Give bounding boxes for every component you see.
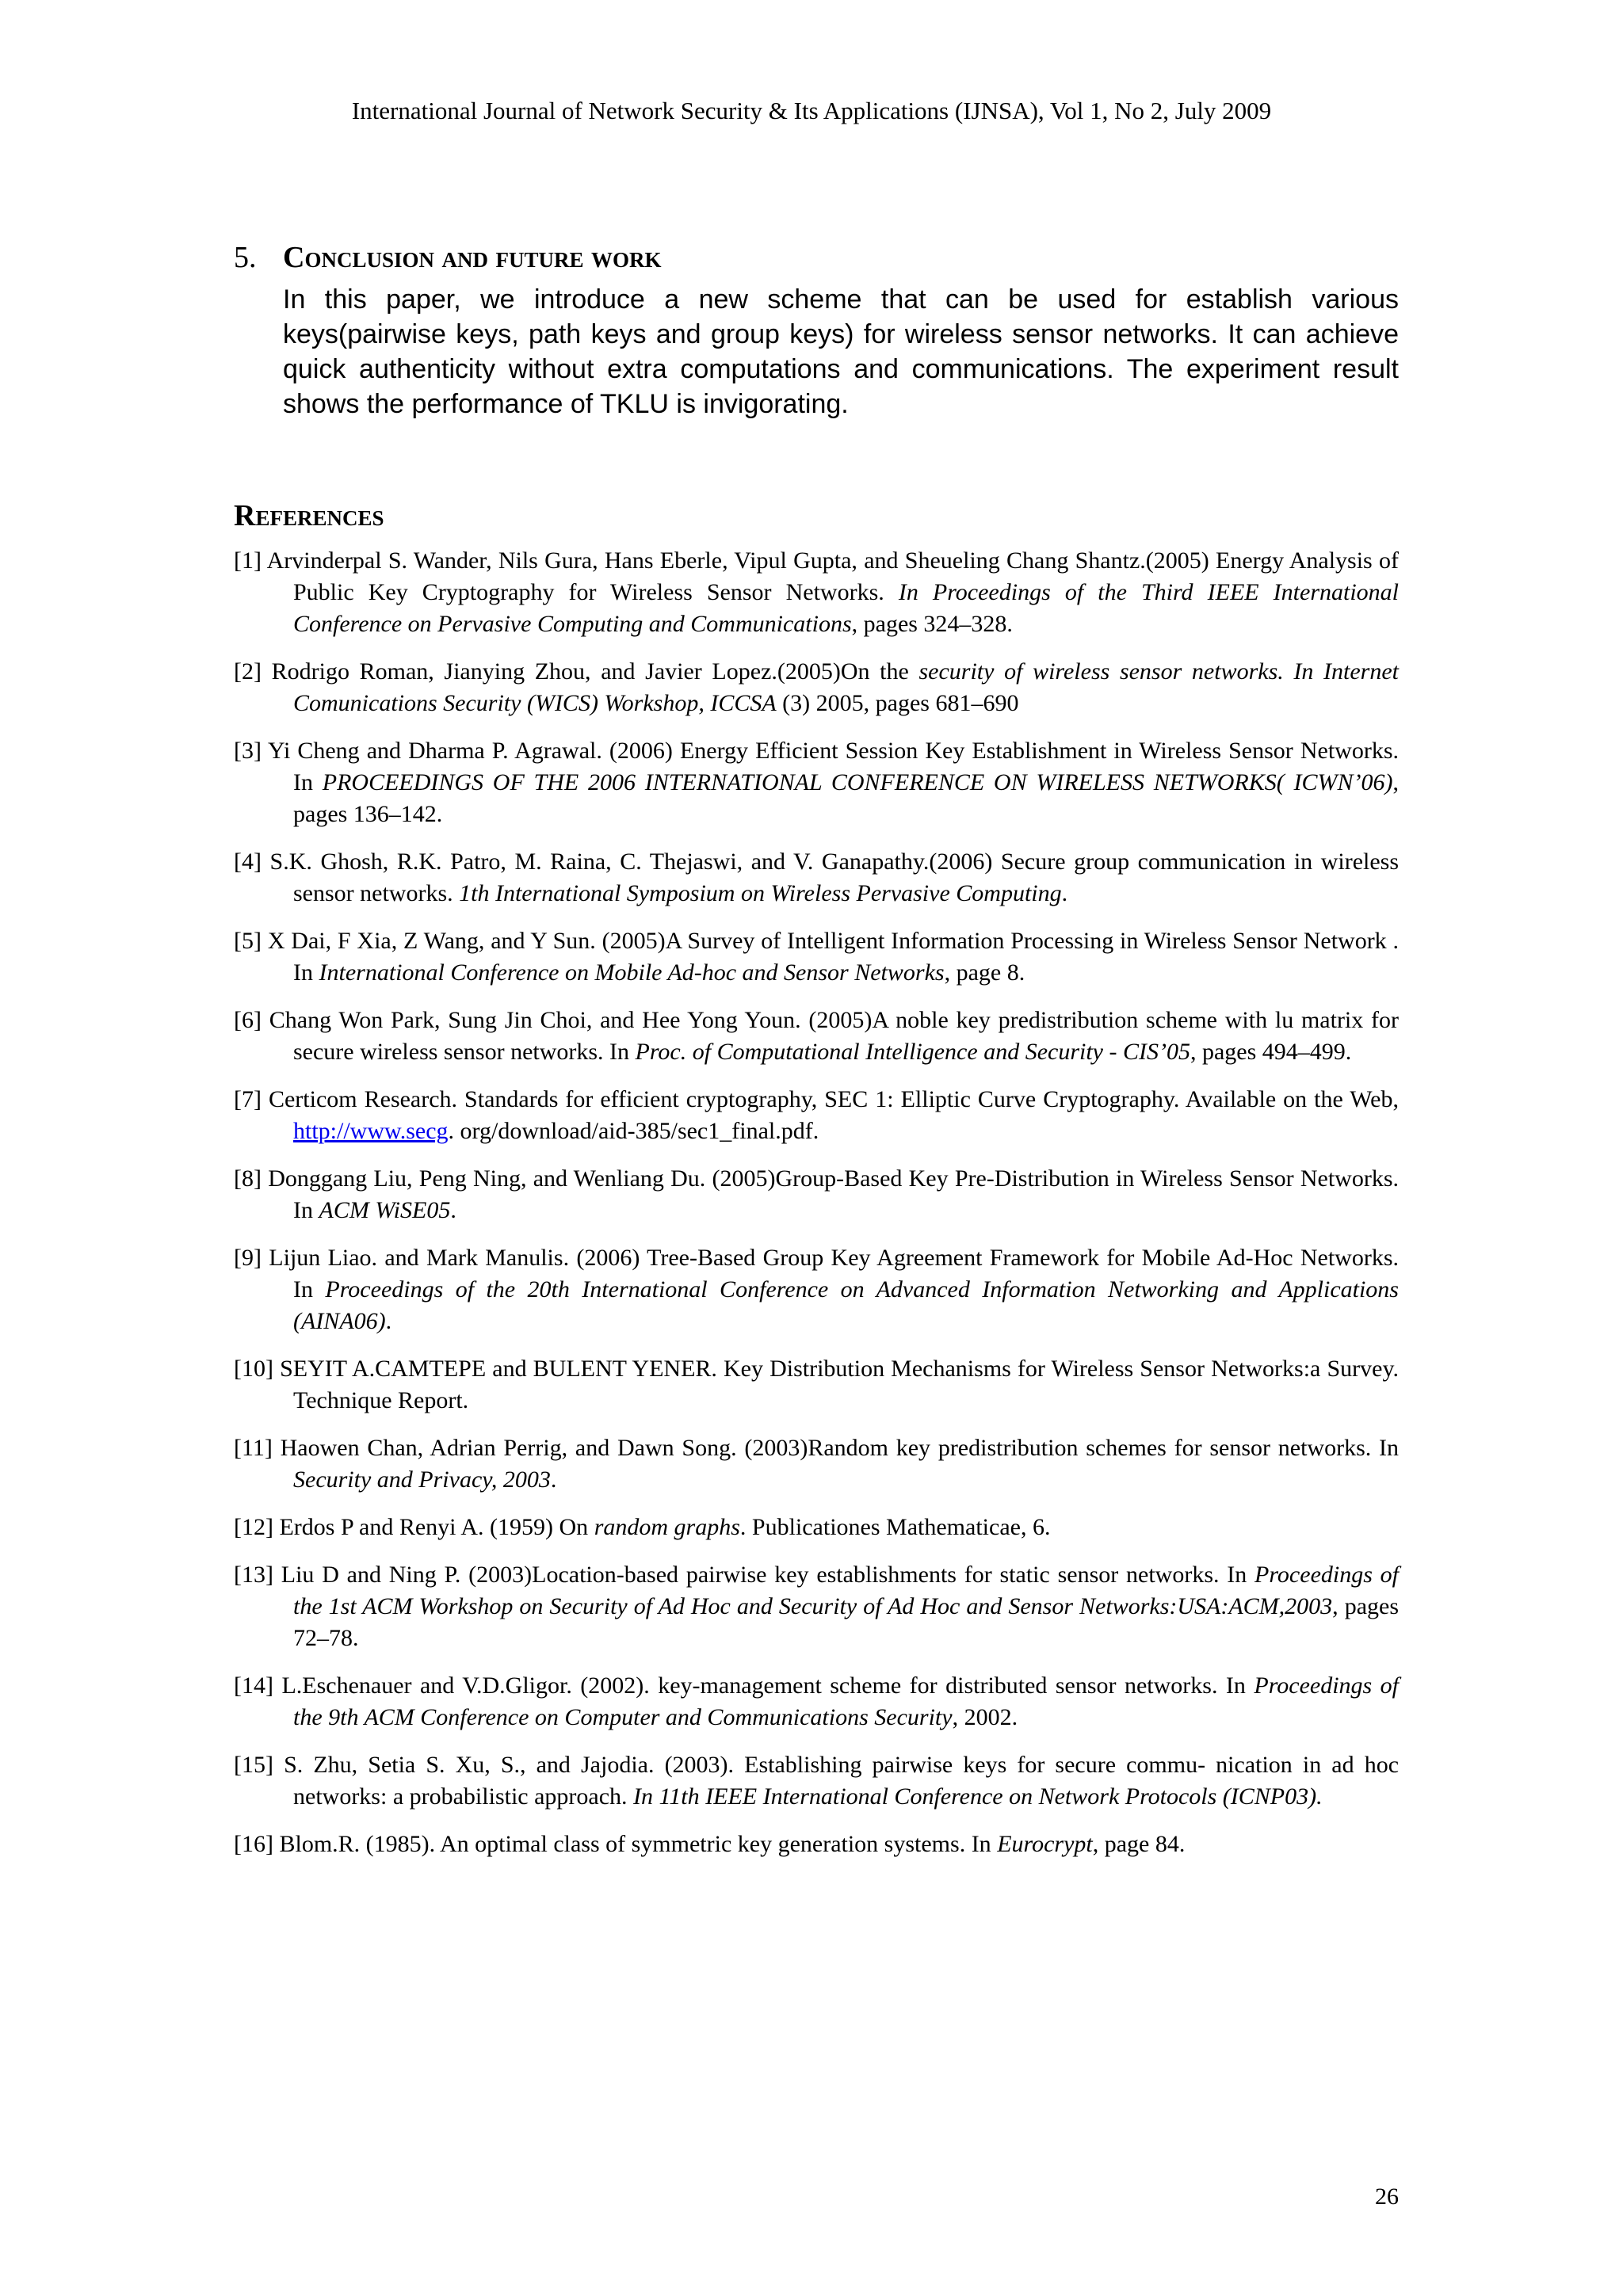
reference-label: [3] <box>234 738 262 764</box>
reference-label: [7] <box>234 1086 262 1112</box>
reference-venue: In Proceedings of the Third IEEE International Conference on Pervasive Computing and Communications <box>293 579 1399 637</box>
reference-text: Erdos P and Renyi A. (1959) On <box>279 1514 594 1540</box>
reference-venue: International Conference on Mobile Ad-hoc and Sensor Networks <box>319 959 945 986</box>
reference-item <box>234 1829 1399 1860</box>
reference-text: S.K. Ghosh, R.K. Patro, M. Raina, C. Thejaswi, and V. Ganapathy.(2006) Secure group communication in wireless sensor networks. <box>269 849 1400 906</box>
reference-text: , page 8. <box>944 959 1025 986</box>
reference-label: [10] <box>234 1356 273 1382</box>
reference-text: , pages 324–328. <box>851 611 1013 637</box>
reference-text: , pages 494–499. <box>1190 1039 1352 1065</box>
reference-text: . Publicationes Mathematicae, 6. <box>739 1514 1051 1540</box>
section-heading <box>234 238 1399 277</box>
reference-text: , page 84. <box>1092 1831 1186 1857</box>
section-body: In this paper, we introduce a new scheme that can be used for establish various keys(pairwise keys, path keys and group keys) for wireless sensor networks. It can achieve quick authenticity without extra computations and communications. The experiment result shows the performance of TKLU is invigorating. <box>283 284 1399 419</box>
reference-text: . <box>385 1308 392 1334</box>
section-title: Conclusion and future work <box>283 241 662 274</box>
reference-item <box>234 1559 1399 1654</box>
reference-item <box>234 1084 1399 1147</box>
reference-text: Chang Won Park, Sung Jin Choi, and Hee Yong Youn. (2005)A noble key predistribution scheme with lu matrix for secure wireless sensor networks. In <box>269 1007 1400 1065</box>
reference-text: , 2002. <box>952 1704 1018 1730</box>
reference-label: [14] <box>234 1672 273 1699</box>
reference-venue: random graphs <box>594 1514 740 1540</box>
reference-text: Donggang Liu, Peng Ning, and Wenliang Du. (2005)Group-Based Key Pre-Distribution in Wireless Sensor Networks. In <box>268 1165 1400 1223</box>
reference-label: [4] <box>234 849 262 875</box>
reference-text: . org/download/aid-385/sec1_final.pdf. <box>448 1118 819 1144</box>
reference-label: [16] <box>234 1831 273 1857</box>
reference-item <box>234 1512 1399 1543</box>
reference-list <box>234 545 1399 1860</box>
reference-label: [11] <box>234 1435 273 1461</box>
reference-item <box>234 846 1399 910</box>
reference-item <box>234 1163 1399 1226</box>
reference-item <box>234 1670 1399 1733</box>
reference-label: [13] <box>234 1562 273 1588</box>
reference-text: L.Eschenauer and V.D.Gligor. (2002). key-management scheme for distributed sensor networks. In <box>281 1672 1254 1699</box>
reference-label: [9] <box>234 1245 262 1271</box>
reference-text: S. Zhu, Setia S. Xu, S., and Jajodia. (2003). Establishing pairwise keys for secure commu- nication in ad hoc networks: a probabilistic approach. <box>284 1752 1400 1810</box>
reference-venue: Security and Privacy, 2003 <box>293 1466 551 1493</box>
reference-venue: security of wireless sensor networks. In Internet Comunications Security (WICS) Workshop, ICCSA <box>293 658 1399 716</box>
reference-venue: 1th International Symposium on Wireless Pervasive Computing <box>459 880 1062 906</box>
reference-venue: Proceedings of the 1st ACM Workshop on Security of Ad Hoc and Security of Ad Hoc and Sensor Networks:USA:ACM,2003 <box>293 1562 1399 1619</box>
reference-label: [12] <box>234 1514 273 1540</box>
reference-text: X Dai, F Xia, Z Wang, and Y Sun. (2005)A Survey of Intelligent Information Processing in Wireless Sensor Network . In <box>267 928 1400 986</box>
reference-text: Rodrigo Roman, Jianying Zhou, and Javier Lopez.(2005)On the <box>271 658 919 685</box>
reference-label: [2] <box>234 658 262 685</box>
reference-label: [1] <box>234 547 262 574</box>
conclusion-section <box>234 238 1399 421</box>
reference-label: [5] <box>234 928 262 954</box>
reference-text: Haowen Chan, Adrian Perrig, and Dawn Song. (2003)Random key predistribution schemes for sensor networks. In <box>280 1435 1399 1461</box>
reference-text: . <box>1061 880 1068 906</box>
reference-text: . <box>450 1197 456 1223</box>
reference-venue: In 11th IEEE International Conference on Network Protocols (ICNP03). <box>633 1783 1323 1810</box>
reference-item <box>234 1353 1399 1417</box>
reference-item <box>234 656 1399 719</box>
reference-item <box>234 545 1399 640</box>
reference-text: Yi Cheng and Dharma P. Agrawal. (2006) Energy Efficient Session Key Establishment in Wireless Sensor Networks. In <box>267 738 1399 795</box>
reference-label: [6] <box>234 1007 262 1033</box>
running-header: International Journal of Network Security & Its Applications (IJNSA), Vol 1, No 2, July 2009 <box>351 97 1272 124</box>
reference-item <box>234 1242 1399 1337</box>
reference-venue: Proceedings of the 20th International Conference on Advanced Information Networking and Applications (AINA06) <box>293 1276 1399 1334</box>
page-number: 26 <box>1375 2183 1399 2210</box>
reference-venue: PROCEEDINGS OF THE 2006 INTERNATIONAL CONFERENCE ON WIRELESS NETWORKS( ICWN’06) <box>322 769 1393 795</box>
reference-text: SEYIT A.CAMTEPE and BULENT YENER. Key Distribution Mechanisms for Wireless Sensor Networks:a Survey. Technique Report. <box>280 1356 1400 1413</box>
reference-text: Certicom Research. Standards for efficient cryptography, SEC 1: Elliptic Curve Cryptography. Available on the Web, <box>268 1086 1399 1112</box>
reference-venue: Proc. of Computational Intelligence and Security - CIS’05 <box>635 1039 1190 1065</box>
reference-item <box>234 925 1399 989</box>
reference-text: Arvinderpal S. Wander, Nils Gura, Hans Eberle, Vipul Gupta, and Sheueling Chang Shantz.(2005) Energy Analysis of Public Key Cryptography for Wireless Sensor Networks. <box>266 547 1399 605</box>
reference-text: . <box>550 1466 557 1493</box>
reference-venue: Eurocrypt <box>997 1831 1093 1857</box>
reference-text: Liu D and Ning P. (2003)Location-based pairwise key establishments for static sensor networks. In <box>281 1562 1255 1588</box>
reference-link[interactable]: http://www.secg <box>293 1118 449 1144</box>
reference-text: , pages 72–78. <box>293 1593 1399 1651</box>
reference-item <box>234 1749 1399 1813</box>
reference-text: Blom.R. (1985). An optimal class of symmetric key generation systems. In <box>279 1831 998 1857</box>
reference-label: [8] <box>234 1165 262 1192</box>
section-number: 5. <box>234 241 257 274</box>
reference-item <box>234 1005 1399 1068</box>
reference-item <box>234 735 1399 830</box>
reference-text: , pages 136–142. <box>293 769 1399 827</box>
reference-text: Lijun Liao. and Mark Manulis. (2006) Tree-Based Group Key Agreement Framework for Mobile Ad-Hoc Networks. In <box>269 1245 1399 1302</box>
reference-venue: Proceedings of the 9th ACM Conference on Computer and Communications Security <box>293 1672 1400 1730</box>
reference-item <box>234 1432 1399 1496</box>
references-heading: References <box>234 499 384 532</box>
reference-label: [15] <box>234 1752 273 1778</box>
references-section <box>234 496 1399 1876</box>
reference-venue: ACM WiSE05 <box>319 1197 451 1223</box>
reference-text: (3) 2005, pages 681–690 <box>776 690 1019 716</box>
